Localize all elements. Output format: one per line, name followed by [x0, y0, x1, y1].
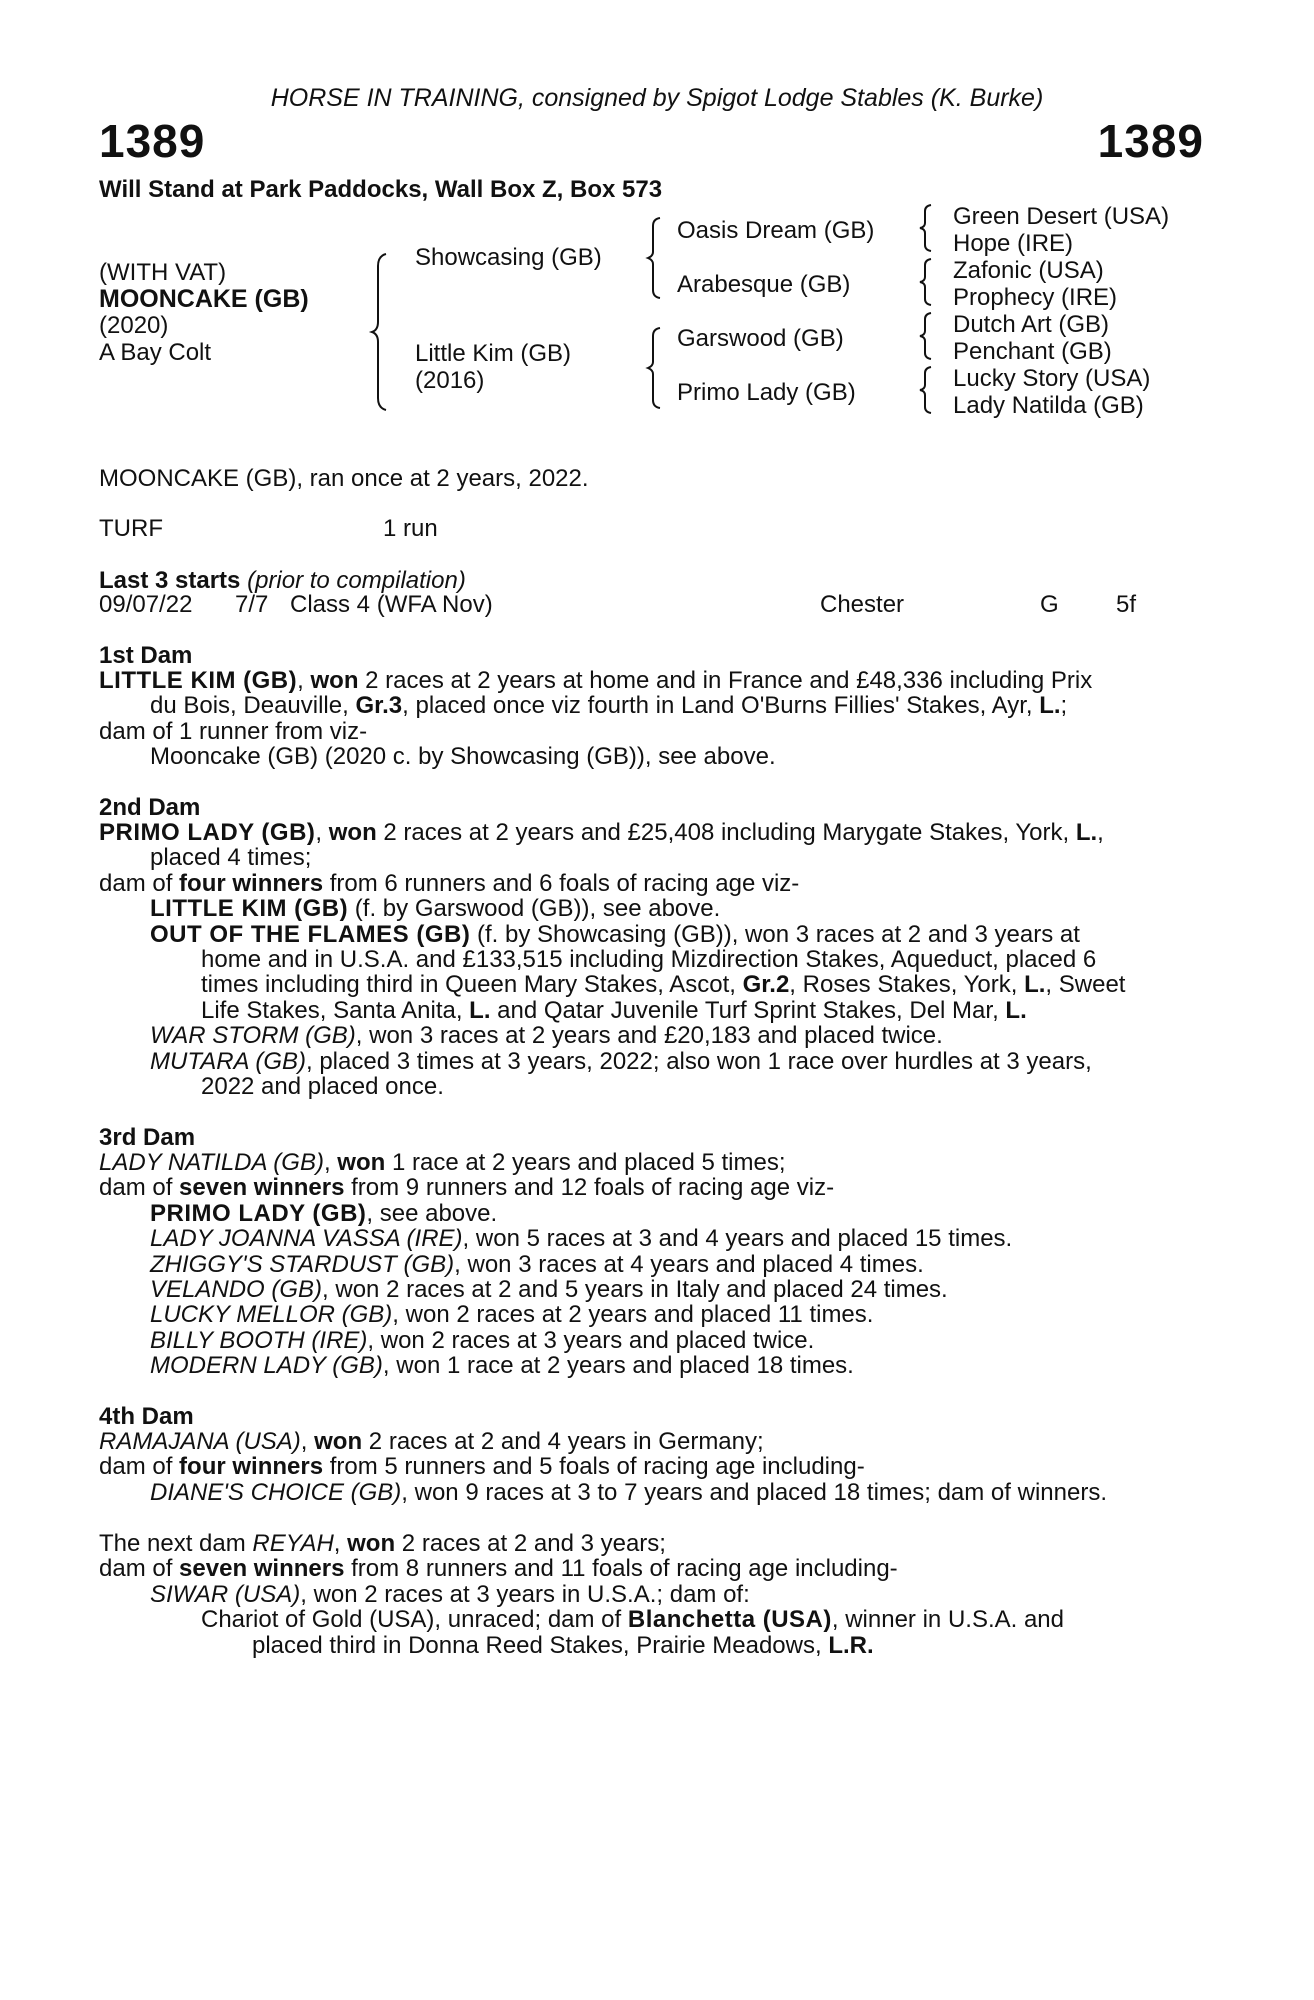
- last-starts-title: Last 3 starts: [99, 567, 241, 594]
- chariot-line-2: [99, 1633, 1205, 1658]
- start-distance: 5f: [1116, 591, 1137, 618]
- next-dam-text-1: 2 races at 2 and 3 years;: [395, 1530, 666, 1557]
- pedigree-gen3-2: Arabesque (GB): [677, 271, 851, 298]
- offspring-text: , won 3 races at 2 years and £20,183 and placed twice.: [355, 1022, 943, 1050]
- pedigree-gen3-3: Garswood (GB): [677, 325, 844, 352]
- first-dam-line-1: LITTLE KIM (GB), won 2 races at 2 years at home and in France and £48,336 including Prix: [99, 667, 1093, 694]
- third-dam-name: LADY NATILDA (GB): [99, 1149, 324, 1176]
- first-dam-text-2b: , placed once viz fourth in Land O'Burns Fillies' Stakes, Ayr,: [402, 692, 1040, 720]
- offspring-text: (f. by Garswood (GB)), see above.: [348, 895, 721, 923]
- start-date: 09/07/22: [99, 591, 193, 618]
- list-item: [99, 1277, 1205, 1302]
- first-dam-name: LITTLE KIM (GB): [99, 667, 298, 694]
- pedigree-sire: Showcasing (GB): [415, 244, 602, 271]
- offspring-name: LITTLE KIM (GB): [150, 895, 349, 923]
- mutara-line-2: 2022 and placed once.: [201, 1073, 444, 1101]
- second-dam-winners: four winners: [179, 869, 324, 897]
- oof-listed-2: L.: [469, 996, 491, 1024]
- oof-line-3: [99, 972, 1205, 997]
- next-dam-name: REYAH: [252, 1530, 334, 1557]
- oof-line-4b: and Qatar Juvenile Turf Sprint Stakes, Del Mar,: [490, 996, 1006, 1024]
- second-dam-dam-of-a: dam of: [99, 869, 180, 897]
- offspring-text: , see above.: [366, 1199, 498, 1227]
- start-course: Chester: [820, 591, 905, 618]
- fourth-dam-won: won: [314, 1428, 363, 1455]
- pedigree-gen4-7: Lucky Story (USA): [953, 365, 1151, 392]
- start-going: G: [1040, 591, 1059, 618]
- next-dam-dam-of-a: dam of: [99, 1555, 180, 1583]
- offspring-name: SIWAR (USA): [150, 1580, 301, 1608]
- offspring-name: WAR STORM (GB): [150, 1022, 356, 1050]
- third-dam-won: won: [337, 1149, 386, 1176]
- pedigree-gen3-1: Oasis Dream (GB): [677, 217, 875, 244]
- pedigree-gen4-4: Prophecy (IRE): [953, 284, 1118, 311]
- pedigree-brace-g4: [920, 365, 934, 415]
- second-dam-text-1: 2 races at 2 years and £25,408 including Marygate Stakes, York,: [376, 819, 1076, 846]
- next-dam-winners: seven winners: [179, 1555, 345, 1583]
- vat-note: (WITH VAT): [99, 259, 227, 286]
- offspring-primo-lady: [99, 1201, 1205, 1226]
- offspring-text: , placed 3 times at 3 years, 2022; also won 1 race over hurdles at 3 years,: [306, 1047, 1092, 1075]
- first-dam-text-1: 2 races at 2 years at home and in France and £48,336 including Prix: [358, 667, 1093, 694]
- fourth-dam-dam-of: [99, 1454, 1205, 1479]
- next-dam-paragraph: [99, 1531, 1205, 1658]
- last-starts-note: (prior to compilation): [247, 567, 466, 594]
- list-item: [99, 1353, 1205, 1378]
- offspring-text: , won 2 races at 2 years and placed 11 times.: [392, 1301, 874, 1329]
- second-dam-dam-of: [99, 871, 1205, 896]
- second-dam-won: won: [328, 819, 377, 846]
- first-dam-text-2c: ;: [1060, 692, 1068, 720]
- offspring-dianes-choice: [99, 1480, 1205, 1505]
- offspring-name: OUT OF THE FLAMES (GB): [150, 920, 471, 948]
- consignment-line: HORSE IN TRAINING, consigned by Spigot Lodge Stables (K. Burke): [270, 84, 1044, 112]
- first-dam-line-4: Mooncake (GB) (2020 c. by Showcasing (GB)), see above.: [150, 743, 776, 771]
- third-dam-dam-of: [99, 1175, 1205, 1200]
- next-dam-dam-of: [99, 1556, 1205, 1581]
- first-dam-text-2a: du Bois, Deauville,: [150, 692, 356, 720]
- pedigree-brace-g1: [920, 203, 934, 253]
- offspring-text: (f. by Showcasing (GB)), won 3 races at 2 and 3 years at: [470, 920, 1080, 948]
- pedigree-gen4-3: Zafonic (USA): [953, 257, 1104, 284]
- offspring-name: BILLY BOOTH (IRE): [150, 1326, 368, 1354]
- first-dam-line-3: dam of 1 runner from viz-: [99, 717, 368, 745]
- oof-line-3a: times including third in Queen Mary Stakes, Ascot,: [201, 971, 743, 999]
- first-dam-paragraph: [99, 668, 1205, 770]
- fourth-dam-winners: four winners: [179, 1453, 324, 1481]
- second-dam-line-1: PRIMO LADY (GB), won 2 races at 2 years and £25,408 including Marygate Stakes, York, L.,: [99, 819, 1104, 846]
- race-record-summary: MOONCAKE (GB), ran once at 2 years, 2022.: [99, 465, 589, 492]
- third-dam-paragraph: [99, 1150, 1205, 1379]
- surface-label: TURF: [99, 515, 163, 542]
- pedigree-gen4-1: Green Desert (USA): [953, 203, 1170, 230]
- pedigree-gen4-5: Dutch Art (GB): [953, 311, 1110, 338]
- oof-grade: Gr.2: [742, 971, 790, 999]
- first-dam-listed: L.: [1039, 692, 1061, 720]
- second-dam-text-1b: ,: [1097, 819, 1104, 846]
- oof-line-2: home and in U.S.A. and £133,515 including Mizdirection Stakes, Aqueduct, placed 6: [201, 946, 1097, 974]
- fourth-dam-dam-of-a: dam of: [99, 1453, 180, 1481]
- fourth-dam-heading: 4th Dam: [99, 1403, 194, 1430]
- offspring-text: , won 1 race at 2 years and placed 18 times.: [382, 1352, 854, 1380]
- first-dam-heading: 1st Dam: [99, 642, 193, 669]
- stand-location: Will Stand at Park Paddocks, Wall Box Z, Box 573: [99, 176, 663, 203]
- surface-runs: 1 run: [383, 515, 438, 542]
- next-dam-won: won: [347, 1530, 396, 1557]
- pedigree-gen4-2: Hope (IRE): [953, 230, 1074, 257]
- next-dam-dam-of-c: from 8 runners and 11 foals of racing age including-: [344, 1555, 898, 1583]
- pedigree-brace-main: [372, 252, 392, 412]
- offspring-mutara: [99, 1049, 1205, 1074]
- first-dam-won: won: [310, 667, 359, 694]
- third-dam-line-1: LADY NATILDA (GB), won 1 race at 2 years and placed 5 times;: [99, 1149, 786, 1176]
- offspring-name: MODERN LADY (GB): [150, 1352, 383, 1380]
- horse-year: (2020): [99, 312, 169, 339]
- oof-line-3c: , Sweet: [1045, 971, 1126, 999]
- offspring-name: LADY JOANNA VASSA (IRE): [150, 1225, 463, 1253]
- fourth-dam-paragraph: [99, 1429, 1205, 1505]
- offspring-little-kim: [99, 896, 1205, 921]
- third-dam-dam-of-c: from 9 runners and 12 foals of racing age viz-: [344, 1174, 835, 1202]
- chariot-line-1: [99, 1607, 1205, 1632]
- oof-listed-1: L.: [1024, 971, 1046, 999]
- second-dam-dam-of-c: from 6 runners and 6 foals of racing age viz-: [323, 869, 800, 897]
- pedigree-dam-year: (2016): [415, 367, 485, 394]
- offspring-text: , won 3 races at 4 years and placed 4 times.: [454, 1250, 924, 1278]
- chariot-text-c: , winner in U.S.A. and: [831, 1606, 1065, 1634]
- lot-number-right: 1389: [1097, 115, 1204, 167]
- fourth-dam-name: RAMAJANA (USA): [99, 1428, 301, 1455]
- chariot-blanchetta: Blanchetta (USA): [627, 1606, 832, 1634]
- third-dam-dam-of-a: dam of: [99, 1174, 180, 1202]
- first-dam-line-2: [99, 693, 1205, 718]
- offspring-name: MUTARA (GB): [150, 1047, 306, 1075]
- oof-listed-3: L.: [1005, 996, 1027, 1024]
- pedigree-dam: Little Kim (GB): [415, 340, 572, 367]
- offspring-text: , won 2 races at 2 and 5 years in Italy and placed 24 times.: [322, 1276, 948, 1304]
- lot-number-left: 1389: [99, 115, 206, 167]
- third-dam-heading: 3rd Dam: [99, 1124, 196, 1151]
- offspring-name: VELANDO (GB): [150, 1276, 323, 1304]
- third-dam-winners: seven winners: [179, 1174, 345, 1202]
- offspring-name: DIANE'S CHOICE (GB): [150, 1478, 402, 1506]
- offspring-name: LUCKY MELLOR (GB): [150, 1301, 393, 1329]
- offspring-text: , won 5 races at 3 and 4 years and placed 15 times.: [462, 1225, 1013, 1253]
- fourth-dam-dam-of-c: from 5 runners and 5 foals of racing age including-: [323, 1453, 865, 1481]
- pedigree-gen4-6: Penchant (GB): [953, 338, 1112, 365]
- first-dam-grade: Gr.3: [355, 692, 403, 720]
- second-dam-paragraph: [99, 820, 1205, 1099]
- offspring-name: ZHIGGY'S STARDUST (GB): [150, 1250, 455, 1278]
- list-item: [99, 1302, 1205, 1327]
- offspring-siwar: [99, 1582, 1205, 1607]
- offspring-text: , won 2 races at 3 years in U.S.A.; dam of:: [300, 1580, 750, 1608]
- fourth-dam-line-1: RAMAJANA (USA), won 2 races at 2 and 4 years in Germany;: [99, 1428, 764, 1455]
- pedigree-brace-g2: [920, 257, 934, 307]
- offspring-text: , won 2 races at 3 years and placed twice.: [367, 1326, 815, 1354]
- next-dam-line-1: [99, 1531, 1205, 1556]
- offspring-war-storm: [99, 1023, 1205, 1048]
- fourth-dam-text-1: 2 races at 2 and 4 years in Germany;: [362, 1428, 764, 1455]
- chariot-line-2a: placed third in Donna Reed Stakes, Prairie Meadows,: [252, 1631, 829, 1659]
- second-dam-line-2: placed 4 times;: [150, 844, 312, 872]
- next-dam-sep: ,: [333, 1530, 348, 1557]
- pedigree-brace-g3: [920, 311, 934, 361]
- offspring-out-of-the-flames: [99, 922, 1205, 947]
- oof-line-4: [99, 998, 1205, 1023]
- pedigree-brace-dam: [648, 326, 664, 410]
- list-item: [99, 1226, 1205, 1251]
- chariot-text-a: Chariot of Gold (USA), unraced; dam of: [201, 1606, 628, 1634]
- oof-line-4a: Life Stakes, Santa Anita,: [201, 996, 470, 1024]
- next-dam-intro: The next dam: [99, 1530, 253, 1557]
- pedigree-gen3-4: Primo Lady (GB): [677, 379, 856, 406]
- pedigree-gen4-8: Lady Natilda (GB): [953, 392, 1144, 419]
- start-race: Class 4 (WFA Nov): [290, 591, 493, 618]
- offspring-name: PRIMO LADY (GB): [150, 1199, 367, 1227]
- list-item: [99, 1252, 1205, 1277]
- pedigree-brace-sire: [648, 216, 664, 300]
- second-dam-name: PRIMO LADY (GB): [99, 819, 316, 846]
- chariot-listed-restricted: L.R.: [828, 1631, 874, 1659]
- second-dam-listed: L.: [1075, 819, 1098, 846]
- second-dam-heading: 2nd Dam: [99, 794, 201, 821]
- offspring-text: , won 9 races at 3 to 7 years and placed 18 times; dam of winners.: [401, 1478, 1107, 1506]
- start-position: 7/7: [235, 591, 269, 618]
- horse-name: MOONCAKE (GB): [99, 285, 309, 313]
- list-item: [99, 1328, 1205, 1353]
- oof-line-3b: , Roses Stakes, York,: [789, 971, 1025, 999]
- third-dam-text-1: 1 race at 2 years and placed 5 times;: [385, 1149, 786, 1176]
- horse-description: A Bay Colt: [99, 339, 212, 366]
